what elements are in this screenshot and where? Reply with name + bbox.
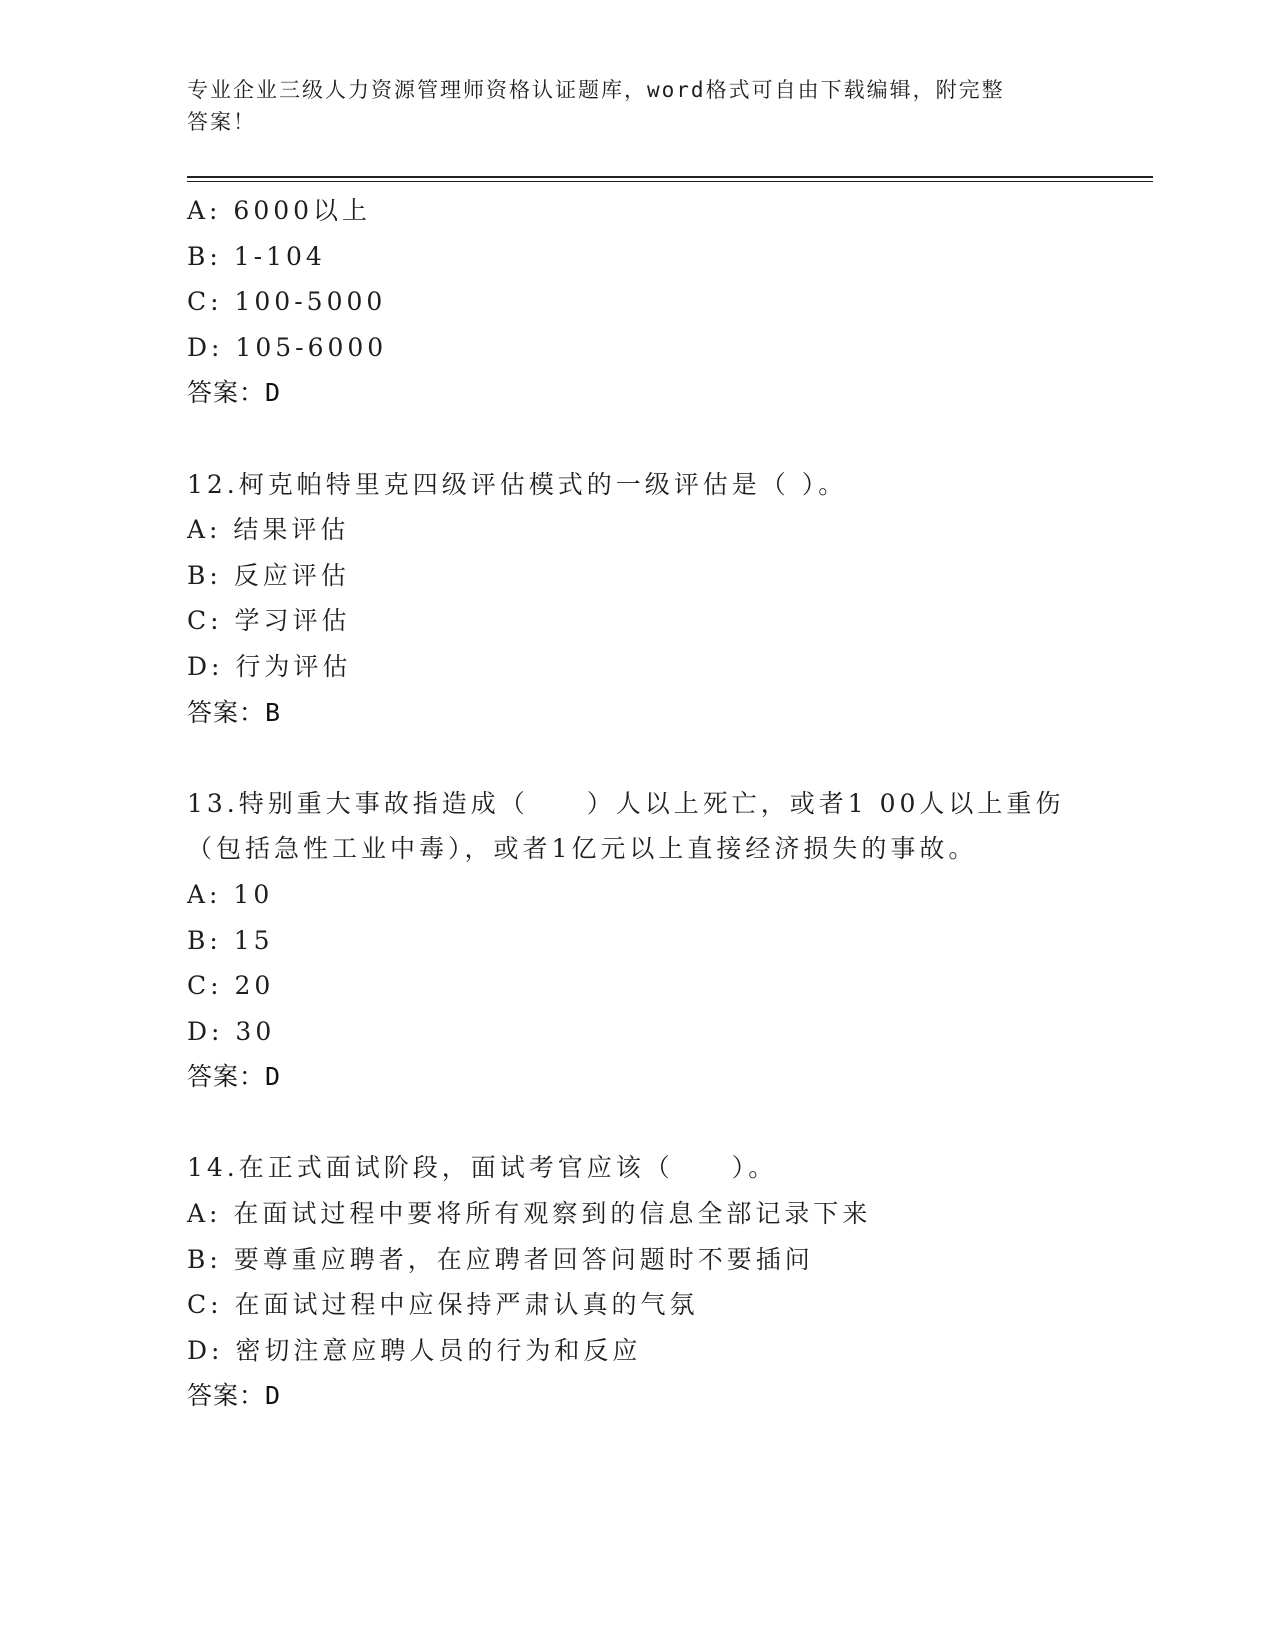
question-block (187, 781, 1147, 1100)
answer-option: B: 15 (187, 925, 274, 955)
answer-option: A: 6000以上 (187, 196, 372, 225)
correct-answer: 答案：D (187, 1381, 282, 1411)
correct-answer: 答案：D (187, 378, 282, 408)
question-block (187, 1145, 1147, 1419)
question-block (187, 462, 1147, 736)
answer-option: D: 行为评估 (187, 651, 352, 681)
block-spacer (187, 1100, 1147, 1146)
correct-answer: 答案：D (187, 1062, 282, 1092)
block-spacer (187, 416, 1147, 462)
answer-option: D: 密切注意应聘人员的行为和反应 (187, 1335, 642, 1365)
question-text: 13.特别重大事故指造成（ ）人以上死亡，或者1 00人以上重伤 (187, 788, 1065, 818)
header-line-2: 答案！ (187, 110, 256, 134)
correct-answer: 答案：B (187, 697, 282, 727)
question-list (187, 188, 1147, 1419)
answer-option: B: 反应评估 (187, 560, 350, 590)
question-text: （包括急性工业中毒），或者1亿元以上直接经济损失的事故。 (187, 834, 978, 864)
header-divider-thin (187, 181, 1153, 182)
answer-option: A: 结果评估 (187, 515, 350, 545)
answer-option: A: 在面试过程中要将所有观察到的信息全部记录下来 (187, 1199, 872, 1229)
answer-option: B: 1-104 (187, 241, 326, 271)
answer-option: B: 要尊重应聘者，在应聘者回答问题时不要插问 (187, 1244, 814, 1274)
header-line-1: 专业企业三级人力资源管理师资格认证题库，word格式可自由下载编辑，附完整 (187, 78, 1005, 102)
question-block (187, 188, 1147, 416)
document-header (187, 74, 1067, 138)
header-divider-thick (187, 176, 1153, 178)
answer-option: C: 20 (187, 971, 275, 1001)
answer-option: C: 在面试过程中应保持严肃认真的气氛 (187, 1290, 699, 1320)
answer-option: D: 105-6000 (187, 332, 388, 362)
answer-option: C: 100-5000 (187, 287, 387, 317)
answer-option: A: 10 (187, 879, 274, 909)
block-spacer (187, 735, 1147, 781)
question-text: 14.在正式面试阶段，面试考官应该（ ）。 (187, 1153, 778, 1183)
question-text: 12.柯克帕特里克四级评估模式的一级评估是（ ）。 (187, 469, 848, 499)
answer-option: C: 学习评估 (187, 606, 351, 636)
answer-option: D: 30 (187, 1016, 276, 1046)
